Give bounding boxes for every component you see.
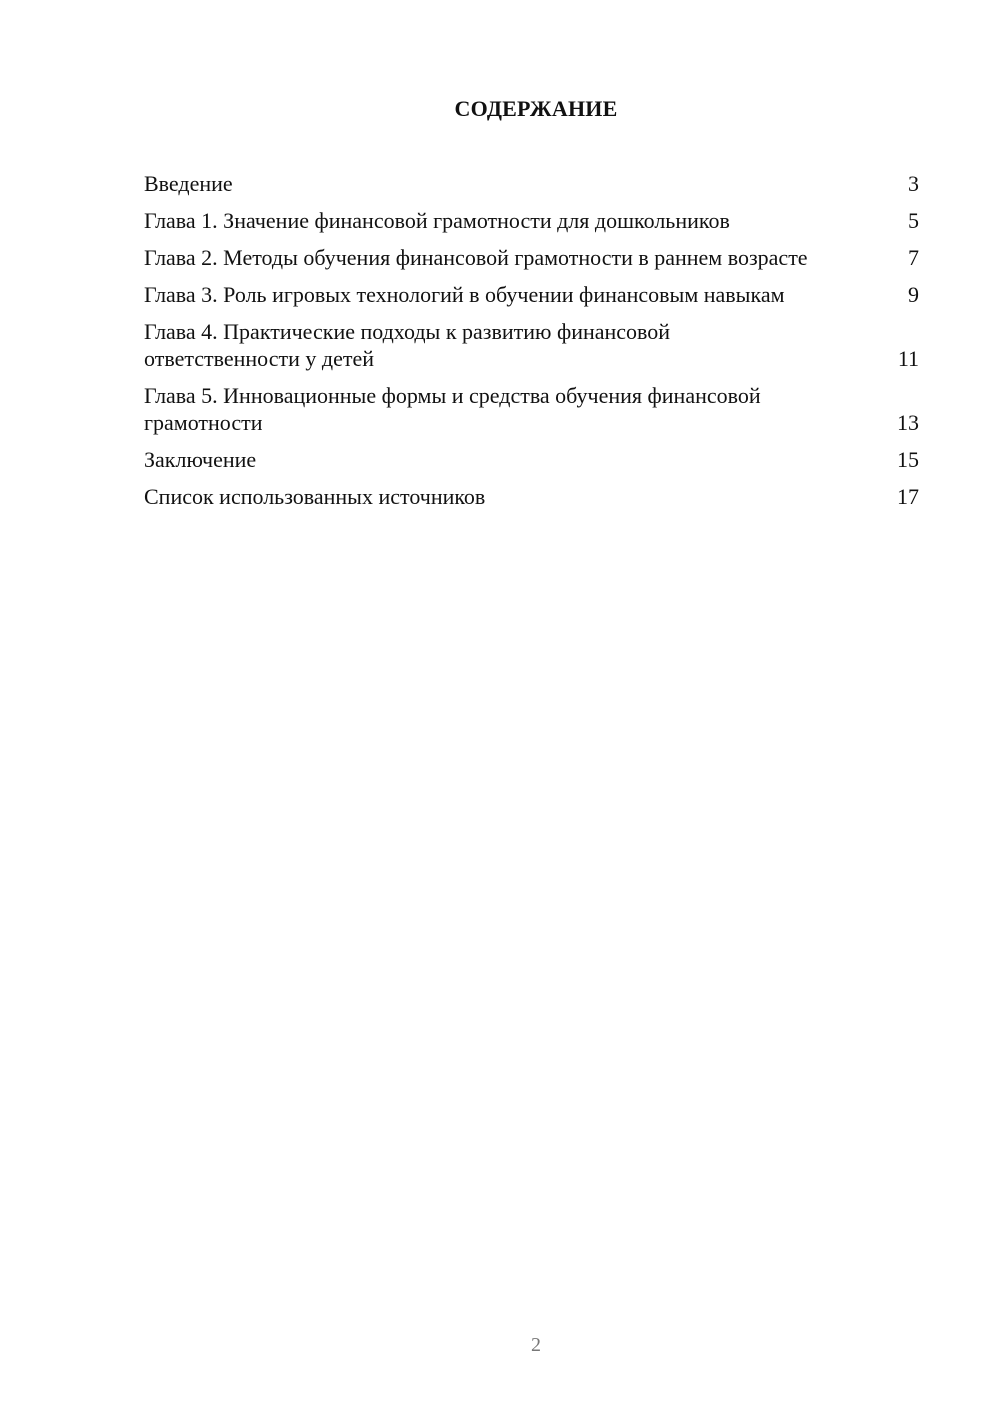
toc-item-conclusion	[144, 446, 919, 473]
toc-item-page: 7	[908, 245, 919, 270]
toc-item-title: Глава 4. Практические подходы к развитию финансовой ответственности у детей	[144, 319, 671, 371]
toc-item-chapter-1	[144, 207, 919, 234]
table-of-contents	[144, 170, 919, 520]
toc-item-page: 5	[908, 208, 919, 233]
toc-item-title: Глава 5. Инновационные формы и средства обучения финансовой грамотности	[144, 383, 761, 435]
toc-item-chapter-5	[144, 382, 919, 436]
toc-item-title: Глава 2. Методы обучения финансовой грамотности в раннем возрасте	[144, 245, 808, 270]
toc-item-page: 17	[897, 484, 919, 509]
toc-item-page: 9	[908, 282, 919, 307]
toc-item-chapter-3	[144, 281, 919, 308]
page-title: СОДЕРЖАНИЕ	[454, 96, 618, 121]
toc-item-title: Заключение	[144, 447, 257, 472]
toc-item-introduction	[144, 170, 919, 197]
toc-item-title: Список использованных источников	[144, 484, 486, 509]
toc-item-title: Введение	[144, 171, 233, 196]
toc-item-page: 15	[897, 447, 919, 472]
toc-item-references	[144, 483, 919, 510]
toc-item-chapter-4	[144, 318, 919, 372]
toc-item-page: 3	[908, 171, 919, 196]
page-number: 2	[531, 1334, 541, 1356]
toc-item-title: Глава 1. Значение финансовой грамотности для дошкольников	[144, 208, 730, 233]
toc-item-page: 13	[897, 410, 919, 435]
toc-item-chapter-2	[144, 244, 919, 271]
toc-item-page: 11	[897, 346, 919, 371]
toc-item-title: Глава 3. Роль игровых технологий в обучении финансовым навыкам	[144, 282, 785, 307]
